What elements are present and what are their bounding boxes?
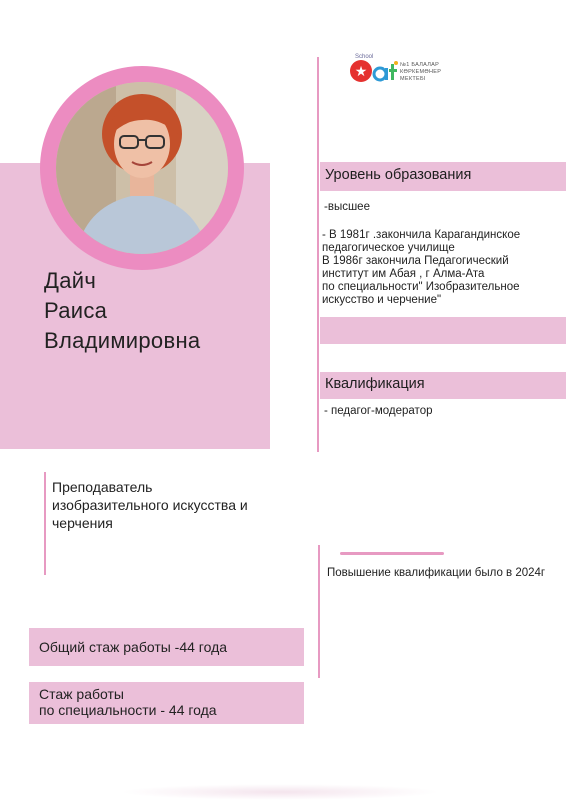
education-line: - В 1981г .закончила Карагандинское (322, 229, 521, 241)
education-line: по специальности" Изобразительное (322, 281, 520, 293)
teacher-photo (56, 82, 228, 254)
specialty-experience-line2: по специальности - 44 года (39, 702, 217, 718)
logo-caption-line3: МЕКТЕБІ (400, 76, 426, 82)
specialty-experience-bar (29, 682, 304, 724)
qualification-upgrade: Повышение квалификации было в 2024г (327, 567, 546, 579)
education-line: педагогическое училище (322, 242, 455, 254)
name-line-surname: Дайч (44, 268, 97, 293)
education-level: -высшее (324, 201, 370, 213)
qualification-heading: Квалификация (320, 372, 566, 399)
logo-school-text: School (355, 54, 374, 60)
teacher-name (44, 266, 200, 356)
name-line-patronymic: Владимировна (44, 328, 201, 353)
total-experience-text: Общий стаж работы -44 года (39, 639, 228, 655)
education-footer-bar (320, 317, 566, 344)
education-heading: Уровень образования (320, 162, 566, 191)
bottom-decoration (120, 784, 440, 800)
logo-caption-line2: КӨРКЕМӨНЕР (400, 69, 442, 75)
right-divider-top (317, 57, 319, 452)
total-experience-bar (29, 628, 304, 666)
star-icon: ★ (350, 60, 372, 82)
logo-letters-icon (372, 60, 400, 84)
upgrade-divider (340, 552, 444, 555)
teacher-position: Преподаватель изобразительного искусства и черчения (52, 479, 248, 531)
specialty-experience-line1: Стаж работы (39, 686, 124, 702)
position-divider (44, 472, 46, 575)
name-line-first: Раиса (44, 298, 108, 323)
education-details (322, 229, 562, 307)
education-line: В 1986г закончила Педагогический (322, 255, 509, 267)
education-line: институт им Абая , г Алма-Ата (322, 268, 485, 280)
logo-caption (400, 62, 441, 83)
education-line: искусство и черчение" (322, 294, 442, 306)
right-divider-bottom (318, 545, 320, 678)
logo-caption-line1: №1 БАЛАЛАР (400, 62, 440, 68)
qualification-value: - педагог-модератор (324, 405, 433, 417)
